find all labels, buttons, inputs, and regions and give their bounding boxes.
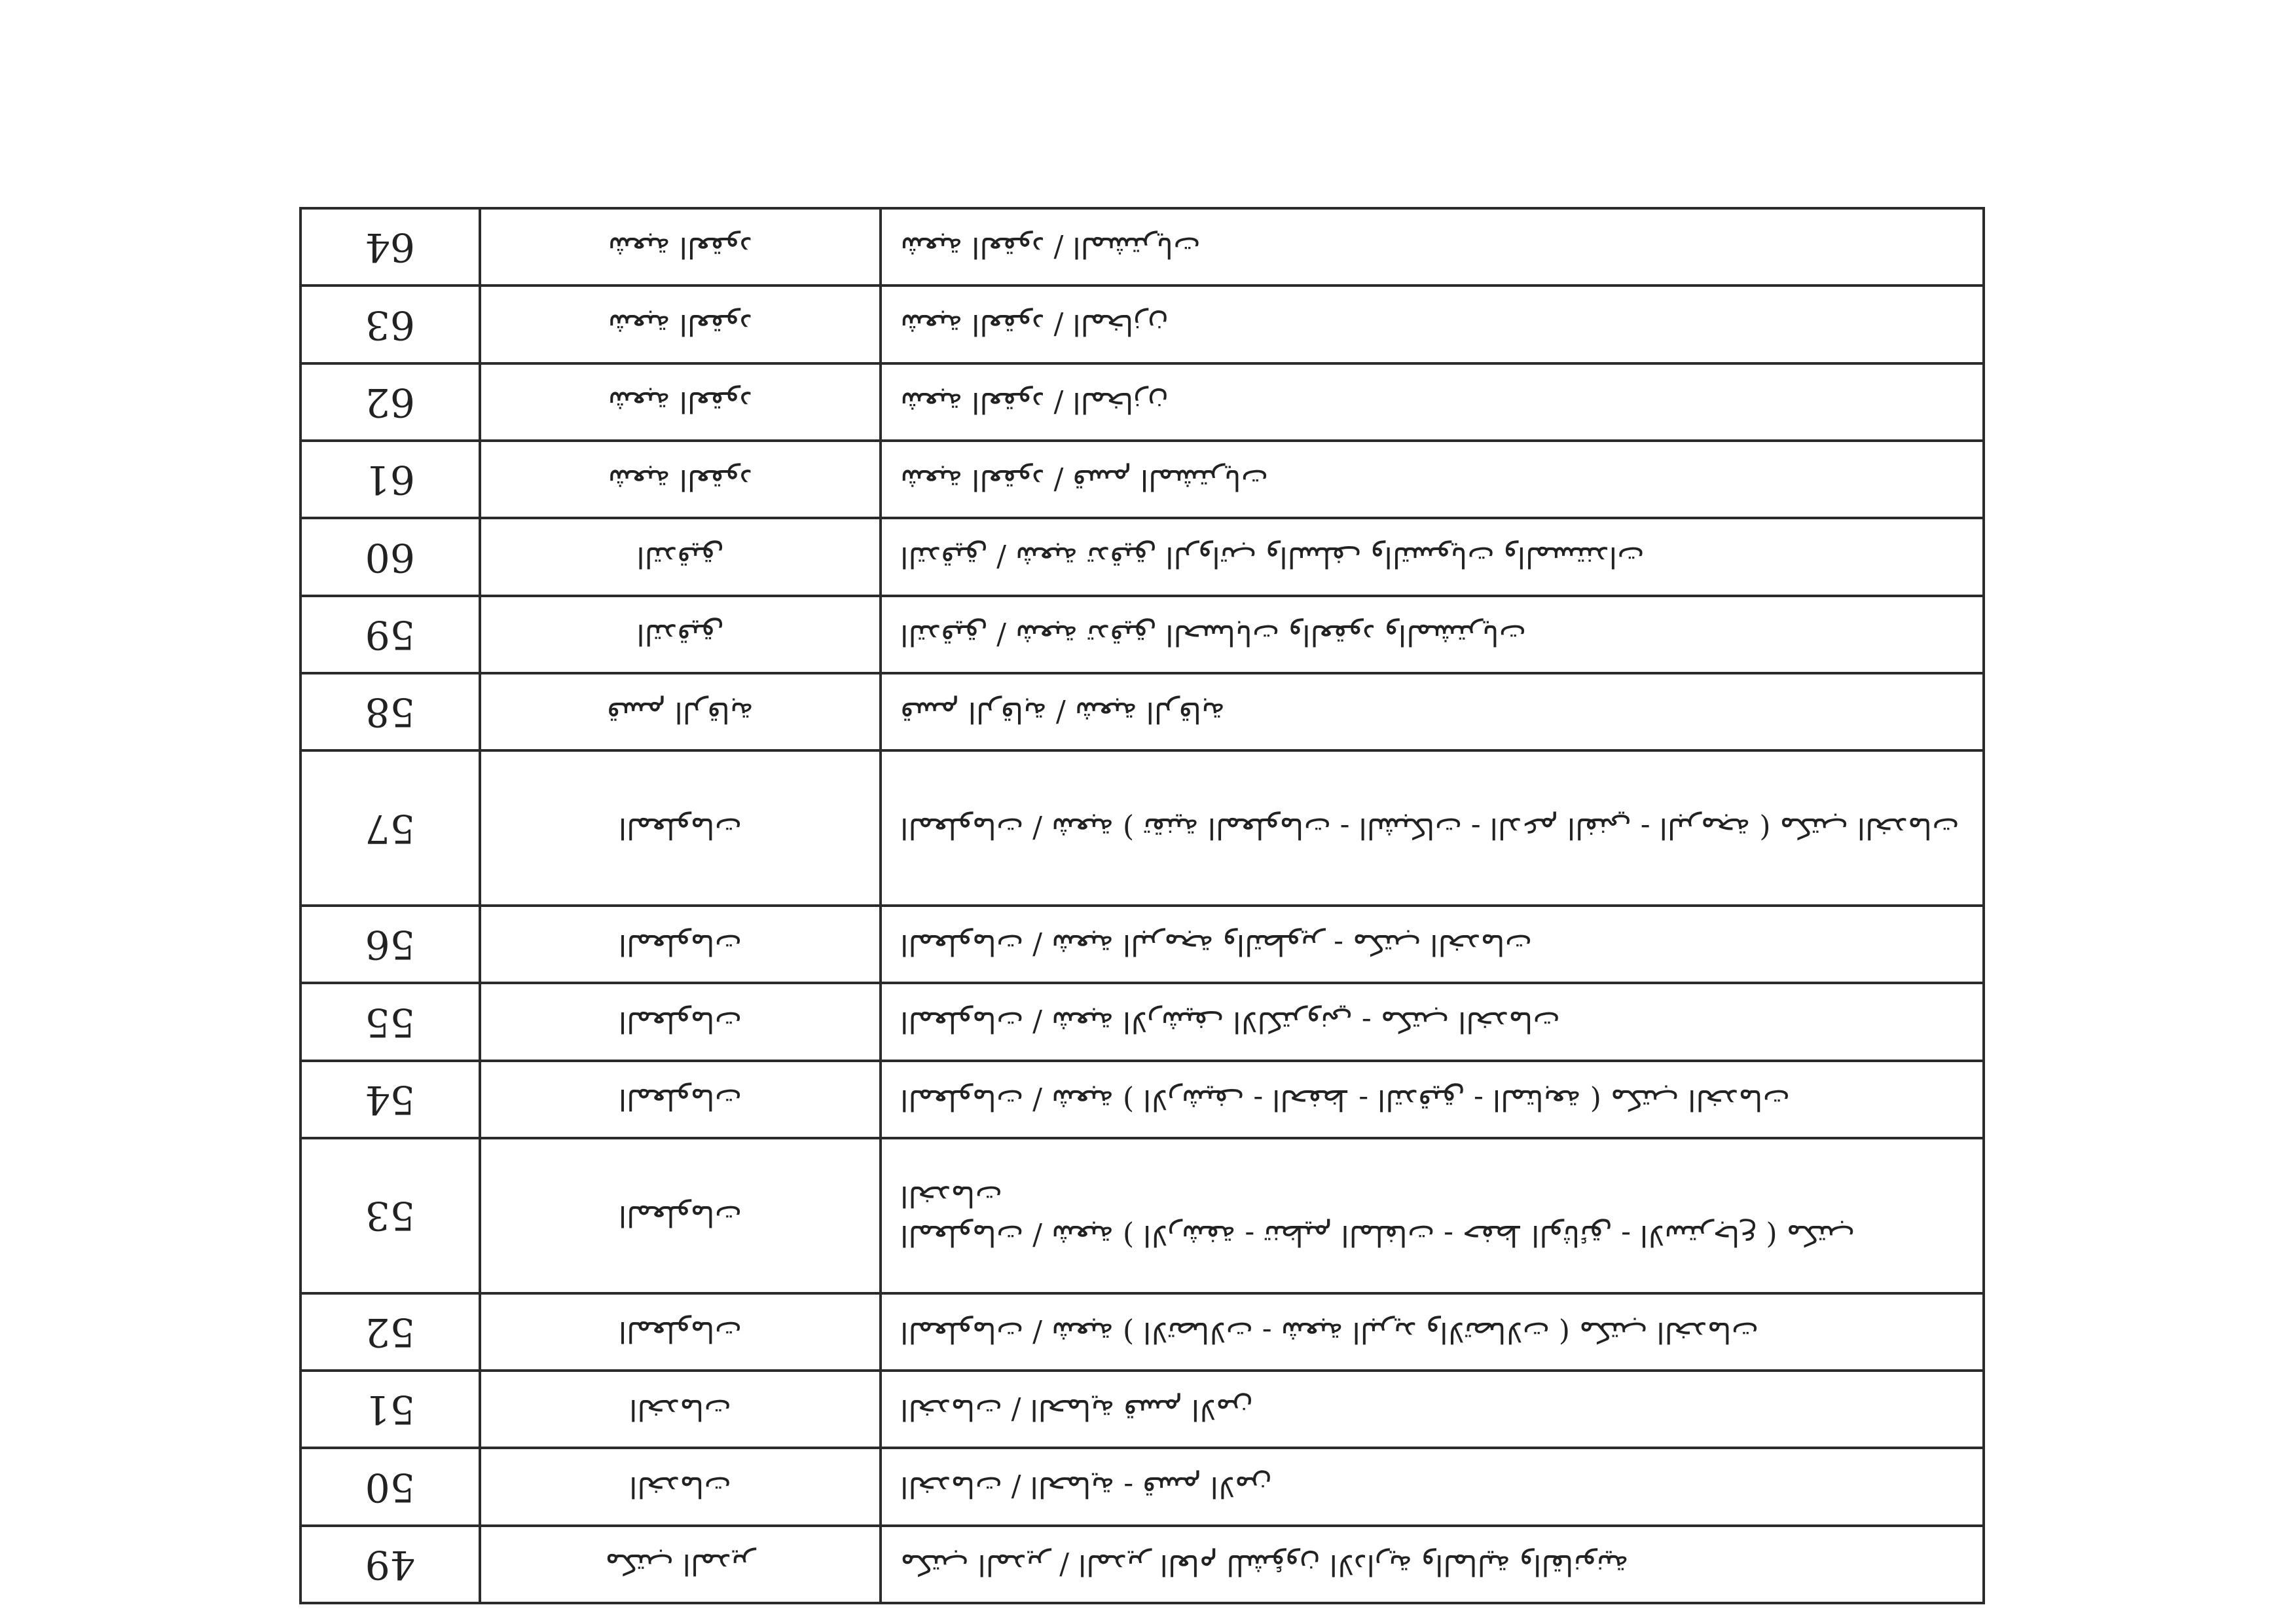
subject-cell: المعلومات / شعبة ( الاتصالات - شعبة البريد والاتصالات ) مكتب الخدمات bbox=[881, 1293, 1984, 1371]
section-cell: المعلومات bbox=[480, 906, 881, 983]
subject-cell: التدقيق / شعبة تدقيق الحسابات والعقود والمشتريات bbox=[881, 596, 1984, 673]
subject-cell: شعبة العقود / المخازن bbox=[881, 286, 1984, 363]
section-cell: المعلومات bbox=[480, 1293, 881, 1371]
row-number: 57 bbox=[301, 750, 480, 906]
register-table bbox=[299, 207, 1985, 1604]
section-cell: الخدمات bbox=[480, 1448, 881, 1525]
subject-cell: المعلومات / شعبة ( الارشفة - تنظيم الملفات - حفظ الوثائق - الاسترجاع ) مكتب الخدمات bbox=[881, 1138, 1984, 1293]
section-cell: الخدمات bbox=[480, 1371, 881, 1448]
table-row bbox=[301, 1371, 1984, 1448]
row-number: 61 bbox=[301, 441, 480, 518]
subject-cell: المعلومات / شعبة الارشيف الالكتروني - مكتب الخدمات bbox=[881, 983, 1984, 1060]
row-number: 62 bbox=[301, 363, 480, 441]
table-row bbox=[301, 1448, 1984, 1525]
row-number: 50 bbox=[301, 1448, 480, 1525]
row-number: 54 bbox=[301, 1061, 480, 1138]
section-cell: المعلومات bbox=[480, 750, 881, 906]
row-number: 52 bbox=[301, 1293, 480, 1371]
table-row bbox=[301, 983, 1984, 1060]
section-cell: التدقيق bbox=[480, 518, 881, 595]
row-number: 63 bbox=[301, 286, 480, 363]
subject-cell: المعلومات / شعبة ( تقنية المعلومات - الشبكات - الدعم الفني - البرمجة ) مكتب الخدمات bbox=[881, 750, 1984, 906]
section-cell: المعلومات bbox=[480, 1061, 881, 1138]
register-body bbox=[301, 208, 1984, 1603]
table-row bbox=[301, 518, 1984, 595]
table-row bbox=[301, 750, 1984, 906]
subject-cell: شعبة العقود / المخازن bbox=[881, 363, 1984, 441]
subject-cell: الخدمات / الحماية قسم الامن bbox=[881, 1371, 1984, 1448]
subject-cell: المعلومات / شعبة البرمجة والتطوير - مكتب الخدمات bbox=[881, 906, 1984, 983]
table-row bbox=[301, 1138, 1984, 1293]
section-cell: شعبة العقود bbox=[480, 441, 881, 518]
table-row bbox=[301, 441, 1984, 518]
table-row bbox=[301, 1061, 1984, 1138]
subject-cell: التدقيق / شعبة تدقيق الرواتب والسلف والتسويات والمستندات bbox=[881, 518, 1984, 595]
row-number: 53 bbox=[301, 1138, 480, 1293]
subject-cell: قسم الرقابة / شعبة الرقابة bbox=[881, 673, 1984, 750]
section-cell: التدقيق bbox=[480, 596, 881, 673]
subject-cell: الخدمات / الحماية - قسم الامن bbox=[881, 1448, 1984, 1525]
row-number: 51 bbox=[301, 1371, 480, 1448]
subject-cell: المعلومات / شعبة ( الارشيف - الحفظ - التدقيق - المتابعة ) مكتب الخدمات bbox=[881, 1061, 1984, 1138]
table-row bbox=[301, 1293, 1984, 1371]
table-row bbox=[301, 208, 1984, 286]
table-row bbox=[301, 286, 1984, 363]
section-cell: قسم الرقابة bbox=[480, 673, 881, 750]
row-number: 58 bbox=[301, 673, 480, 750]
row-number: 60 bbox=[301, 518, 480, 595]
row-number: 59 bbox=[301, 596, 480, 673]
subject-cell: مكتب المدير / المدير العام للشؤون الادارية والمالية والقانونية bbox=[881, 1526, 1984, 1603]
table-row bbox=[301, 363, 1984, 441]
table-row bbox=[301, 673, 1984, 750]
section-cell: مكتب المدير bbox=[480, 1526, 881, 1603]
subject-cell: شعبة العقود / المشتريات bbox=[881, 208, 1984, 286]
section-cell: شعبة العقود bbox=[480, 286, 881, 363]
table-row bbox=[301, 906, 1984, 983]
table-row bbox=[301, 596, 1984, 673]
row-number: 56 bbox=[301, 906, 480, 983]
subject-cell: شعبة العقود / قسم المشتريات bbox=[881, 441, 1984, 518]
row-number: 49 bbox=[301, 1526, 480, 1603]
section-cell: شعبة العقود bbox=[480, 363, 881, 441]
table-row bbox=[301, 1526, 1984, 1603]
row-number: 64 bbox=[301, 208, 480, 286]
row-number: 55 bbox=[301, 983, 480, 1060]
section-cell: المعلومات bbox=[480, 983, 881, 1060]
section-cell: شعبة العقود bbox=[480, 208, 881, 286]
section-cell: المعلومات bbox=[480, 1138, 881, 1293]
